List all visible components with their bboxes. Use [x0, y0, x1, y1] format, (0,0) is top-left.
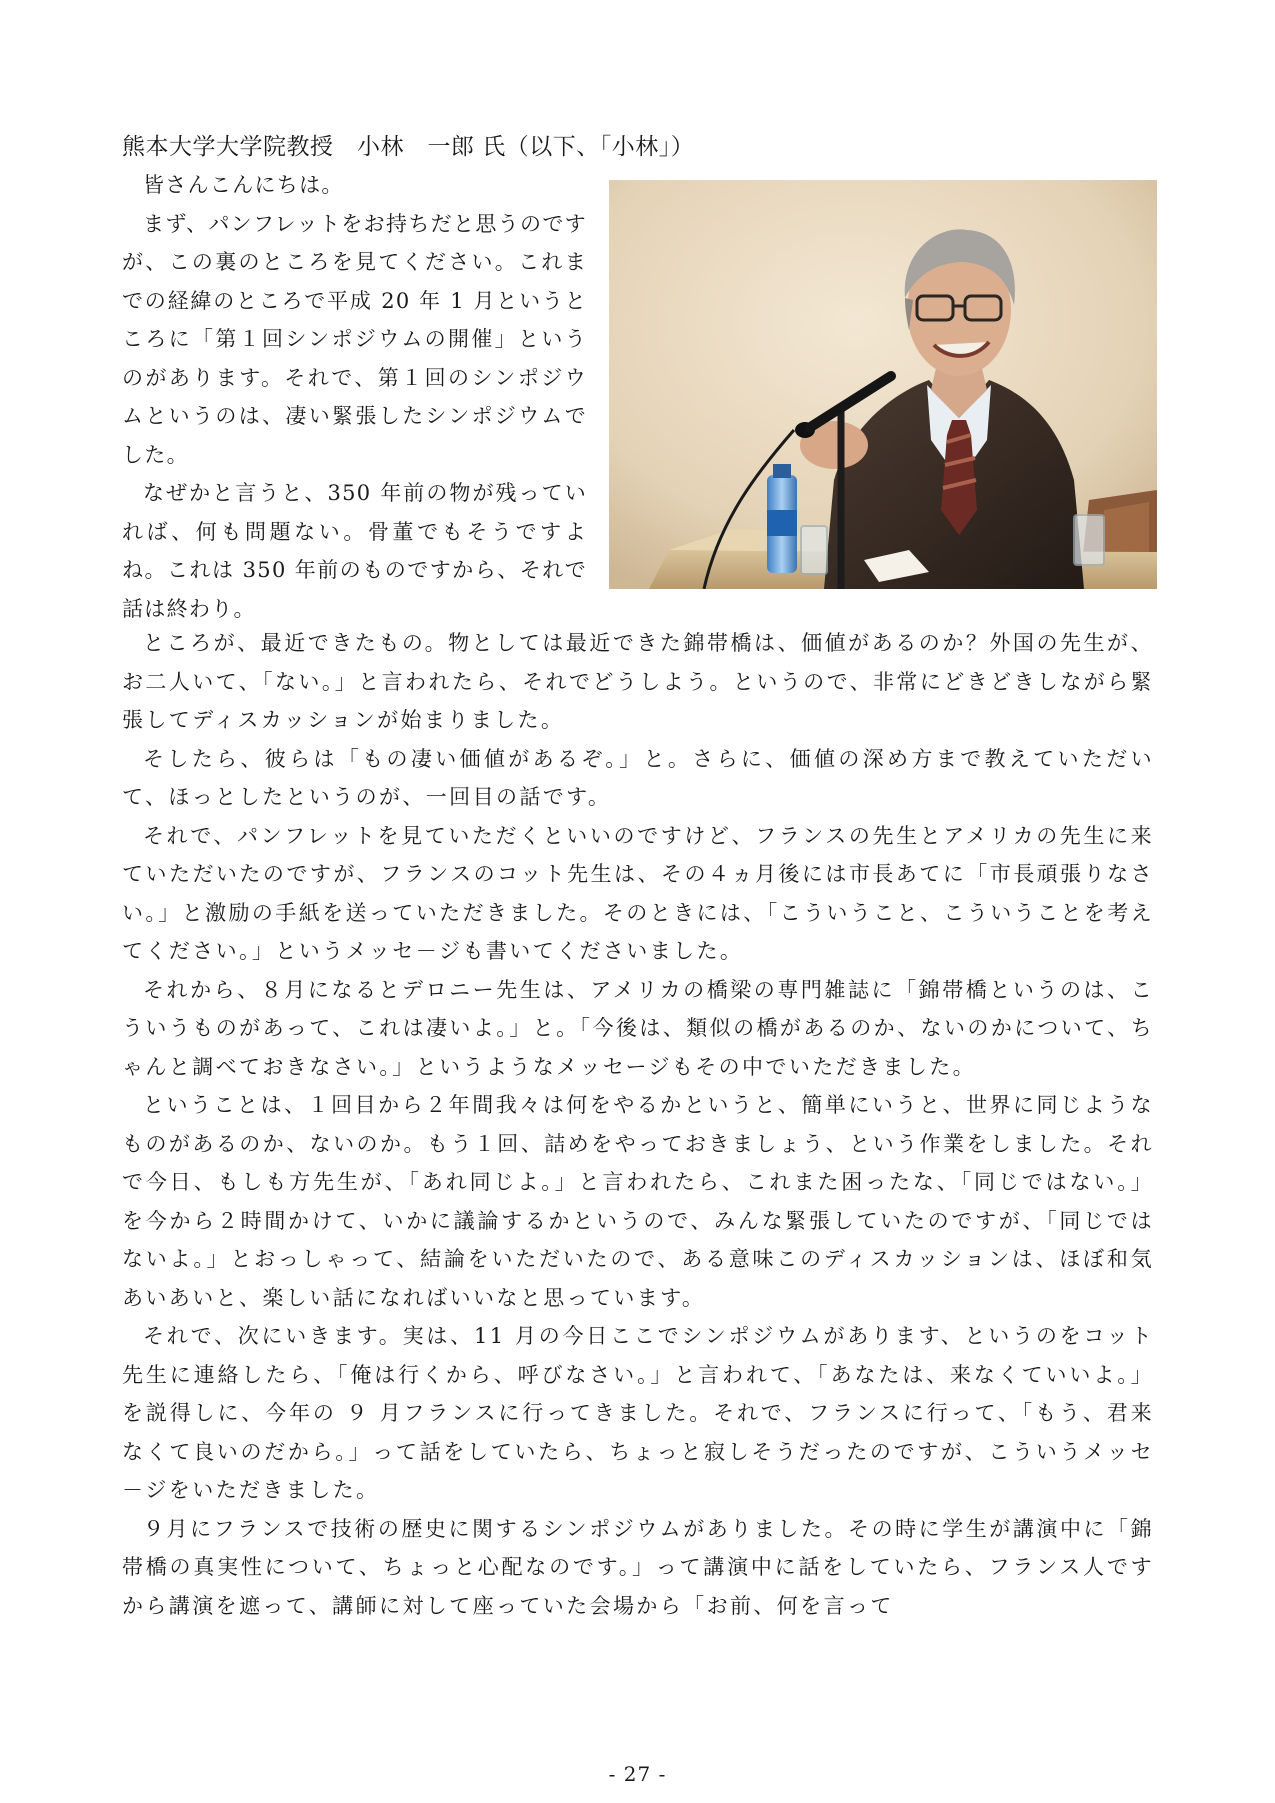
body-text [122, 624, 1154, 1625]
paragraph: それで、次にいきます。実は、11 月の今日ここでシンポジウムがあります、というのをコット先生に連絡したら、「俺は行くから、呼びなさい。」と言われて、「あなたは、来なくていいよ。」を説得しに、今年の ９ 月フランスに行ってきました。それで、フランスに行って、「もう、君来なくて良いのだから。」って話をしていたら、ちょっと寂しそうだったのですが、こういうメッセ－ジをいただきました。 [122, 1324, 1154, 1502]
paragraph: 皆さんこんにちは。 [143, 173, 344, 197]
paragraph: まず、パンフレットをお持ちだと思うのですが、この裏のところを見てください。これまでの経緯のところで平成 20 年 1 月というところに「第１回シンポジウムの開催」というのがあります。それで、第１回のシンポジウムというのは、凄い緊張したシンポジウムでした。 [122, 211, 587, 467]
paragraph: そしたら、彼らは「もの凄い価値があるぞ。」と。さらに、価値の深め方まで教えていただいて、ほっとしたというのが、一回目の話です。 [122, 746, 1154, 809]
speaker-photo-image [609, 180, 1157, 589]
paragraph: それで、パンフレットを見ていただくといいのですけど、フランスの先生とアメリカの先生に来ていただいたのですが、フランスのコット先生は、その４ヵ月後には市長あてに「市長頑張りなさい。」と激励の手紙を送っていただきました。そのときには、「こういうこと、こういうことを考えてください。」というメッセ－ジも書いてくださいました。 [122, 823, 1154, 963]
paragraph: ということは、１回目から２年間我々は何をやるかというと、簡単にいうと、世界に同じようなものがあるのか、ないのか。もう１回、詰めをやっておきましょう、という作業をしました。それで今日、もしも方先生が、「あれ同じよ。」と言われたら、これまた困ったな、「同じではない。」を今から２時間かけて、いかに議論するかというので、みんな緊張していたのですが、「同じではないよ。」とおっしゃって、結論をいただいたので、ある意味このディスカッションは、ほぼ和気あいあいと、楽しい話になればいいなと思っています。 [122, 1093, 1154, 1310]
paragraph: なぜかと言うと、350 年前の物が残っていれば、何も問題ない。骨董でもそうですよね。これは 350 年前のものですから、それで話は終わり。 [122, 481, 587, 621]
page-number: - 27 - [608, 1762, 667, 1786]
speaker-photo [609, 180, 1157, 589]
paragraph: それから、８月になるとデロニー先生は、アメリカの橋梁の専門雑誌に「錦帯橋というのは、こういうものがあって、これは凄いよ。」と。「今後は、類似の橋があるのか、ないのかについて、ちゃんと調べておきなさい。」というようなメッセージもその中でいただきました。 [122, 977, 1154, 1079]
speaker-heading: 熊本大学大学院教授 小林 一郎 氏（以下、「小林」） [122, 134, 695, 160]
intro-column [122, 166, 587, 628]
paragraph: ところが、最近できたもの。物としては最近できた錦帯橋は、価値があるのか？外国の先生が、お二人いて、「ない。」と言われたら、それでどうしよう。というので、非常にどきどきしながら緊張してディスカッションが始まりました。 [122, 631, 1154, 732]
paragraph: ９月にフランスで技術の歴史に関するシンポジウムがありました。その時に学生が講演中に「錦帯橋の真実性について、ちょっと心配なのです。」って講演中に話をしていたら、フランス人ですから講演を遮って、講師に対して座っていた会場から「お前、何を言って [122, 1516, 1154, 1618]
